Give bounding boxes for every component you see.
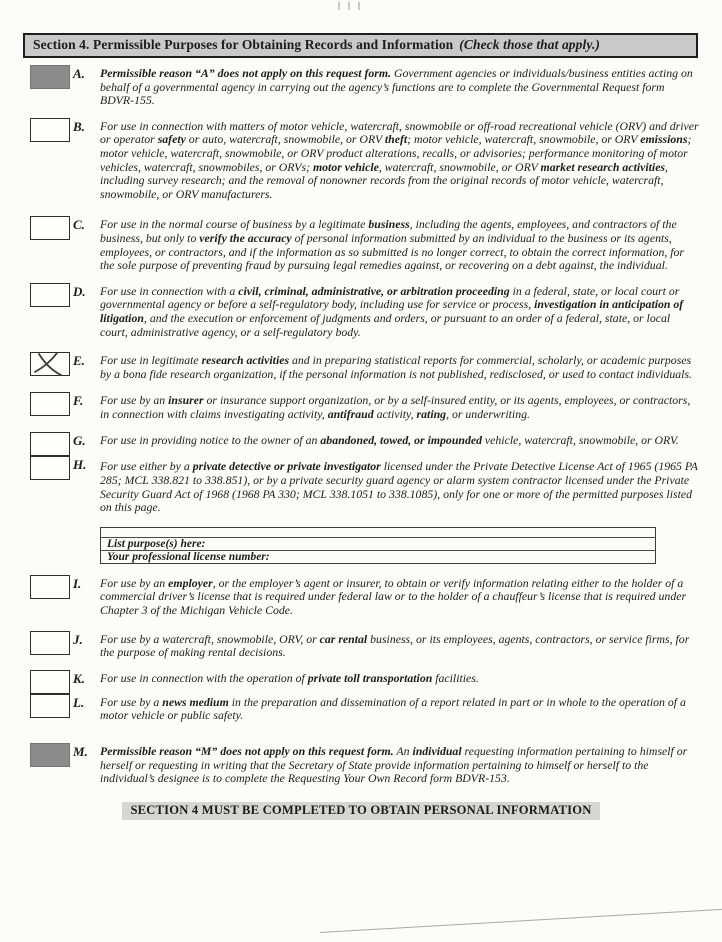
item-letter: E. [73, 353, 85, 369]
purpose-write-area[interactable] [101, 528, 655, 537]
section4-header-bar [23, 33, 698, 58]
item-letter: D. [73, 283, 86, 299]
item-g [0, 432, 722, 456]
item-letter: B. [73, 118, 85, 134]
checkbox-j[interactable] [30, 631, 70, 655]
item-letter: J. [73, 631, 83, 647]
item-e [0, 352, 722, 381]
item-b [0, 118, 722, 202]
checkbox-k[interactable] [30, 670, 70, 694]
item-text: Permissible reason “M” does not apply on this request form. An individual requesting information pertaining to himself or herself or requesting in writing that the Secretary of State provide information pertaining to himself or herself to the individual’s designee is to complete the Requesting Your Own Record form BDVR-153. [100, 744, 688, 786]
footer-wrap [0, 801, 722, 820]
item-i [0, 575, 722, 618]
section4-footer-note: SECTION 4 MUST BE COMPLETED TO OBTAIN PERSONAL INFORMATION [122, 802, 599, 820]
purpose-table [100, 527, 656, 564]
item-text: For use by an insurer or insurance support organization, or by a self-insured entity, or its agents, employees, or contractors, in connection with claims investigating activity, antifraud activity, rating, or underwriting. [100, 393, 691, 421]
x-mark-icon [29, 350, 73, 380]
item-f [0, 392, 722, 421]
checkbox-i[interactable] [30, 575, 70, 599]
item-h [0, 456, 722, 563]
checkbox-d[interactable] [30, 283, 70, 307]
item-letter: H. [73, 457, 87, 473]
item-text: For use in providing notice to the owner of an abandoned, towed, or impounded vehicle, watercraft, snowmobile, or ORV. [100, 433, 679, 448]
item-m [0, 743, 722, 786]
permissible-purpose-list [0, 65, 722, 786]
checkbox-c[interactable] [30, 216, 70, 240]
item-letter: G. [73, 433, 86, 449]
item-letter: F. [73, 393, 84, 409]
checkbox-a[interactable] [30, 65, 70, 89]
item-c [0, 216, 722, 272]
scan-artifact-top-marks [338, 2, 398, 10]
checkbox-f[interactable] [30, 392, 70, 416]
checkbox-e[interactable] [30, 352, 70, 376]
item-letter: K. [73, 670, 85, 686]
item-text: For use in the normal course of business by a legitimate business, including the agents, employees, and contractors of the business, but only to verify the accuracy of personal information submitted by an individual to the business or its agents, employees, or contractors, and if the information as so submitted is no longer correct, to obtain the correct information, for the sole purpose of preventing fraud by pursuing legal remedies against, or recovering on a debt against, the individual. [100, 217, 685, 273]
item-text: For use in connection with a civil, criminal, administrative, or arbitration proceeding in a federal, state, or local court or governmental agency or before a self-regulatory body, including use for service or process, investigation in anticipation of litigation, and the execution or enforcement of judgments and orders, or pursuant to an order of a federal, state, or local court, administrative agency, or a self-regulatory body. [100, 283, 684, 339]
item-text: For use either by a private detective or private investigator licensed under the Private Detective License Act of 1965 (1965 PA 285; MCL 338.821 to 338.851), or by a private security guard agency or alarm system contractor licensed under the Private Security Guard Act of 1968 (1968 PA 330; MCL 338.1051 to 338.1085), only for one or more of the permitted purposes listed on this page. [100, 459, 698, 515]
checkbox-m[interactable] [30, 743, 70, 767]
item-d [0, 283, 722, 339]
item-l [0, 694, 722, 723]
item-j [0, 631, 722, 660]
check-apply-note: (Check those that apply.) [459, 37, 601, 52]
section4-title: Section 4. Permissible Purposes for Obtaining Records and Information [33, 37, 454, 52]
item-letter: M. [73, 744, 88, 759]
purpose-label: List purpose(s) here: [107, 537, 206, 550]
item-text: For use by a news medium in the preparation and dissemination of a report related in part or in whole to the operation of a motor vehicle or public safety. [100, 694, 686, 723]
checkbox-l[interactable] [30, 694, 70, 718]
item-letter: I. [73, 575, 82, 591]
purpose-label-row[interactable] [101, 537, 655, 550]
item-text: For use in connection with the operation of private toll transportation facilities. [100, 670, 479, 685]
item-a [0, 65, 722, 108]
checkbox-g[interactable] [30, 432, 70, 456]
item-text: For use in connection with matters of motor vehicle, watercraft, snowmobile or off-road recreational vehicle (ORV) and driver or operator safety or auto, watercraft, snowmobile, or ORV theft; motor vehicle, watercraft, snowmobile, or ORV emissions; motor vehicle, watercraft, snowmobile, or ORV product alterations, recalls, or advisories; performance monitoring of motor vehicles, watercraft, snowmobiles, or ORVs; motor vehicle, watercraft, snowmobile, or ORV market research activities, including survey research; and the removal of nonowner records from the original records of motor vehicle, watercraft, snowmobile, or ORV manufacturers. [100, 118, 699, 201]
item-letter: L. [73, 694, 85, 710]
scan-artifact-bottom-line [320, 908, 722, 933]
checkbox-h[interactable] [30, 456, 70, 480]
item-text: For use in legitimate research activities and in preparing statistical reports for commercial, scholarly, or academic purposes by a bona fide research organization, if the personal information is not published, redisclosed, or used to contact individuals. [100, 353, 692, 381]
item-k [0, 670, 722, 694]
item-text: For use by an employer, or the employer’s agent or insurer, to obtain or verify information relating either to the holder of a commercial driver’s license that is required under federal law or to the holder of a chauffeur’s license that is required under Chapter 3 of the Michigan Vehicle Code. [100, 575, 687, 618]
item-letter: C. [73, 217, 85, 233]
item-letter: A. [73, 66, 85, 81]
item-text: For use by a watercraft, snowmobile, ORV, or car rental business, or its employees, agents, contractors, or service firms, for the purpose of making rental decisions. [100, 631, 690, 660]
license-label-row[interactable] [101, 550, 655, 563]
item-text: Permissible reason “A” does not apply on this request form. Government agencies or individuals/business entities acting on behalf of a governmental agency in carrying out the agency’s functions are to complete the Governmental Request form BDVR-155. [100, 66, 693, 108]
checkbox-b[interactable] [30, 118, 70, 142]
license-label: Your professional license number: [107, 550, 270, 563]
